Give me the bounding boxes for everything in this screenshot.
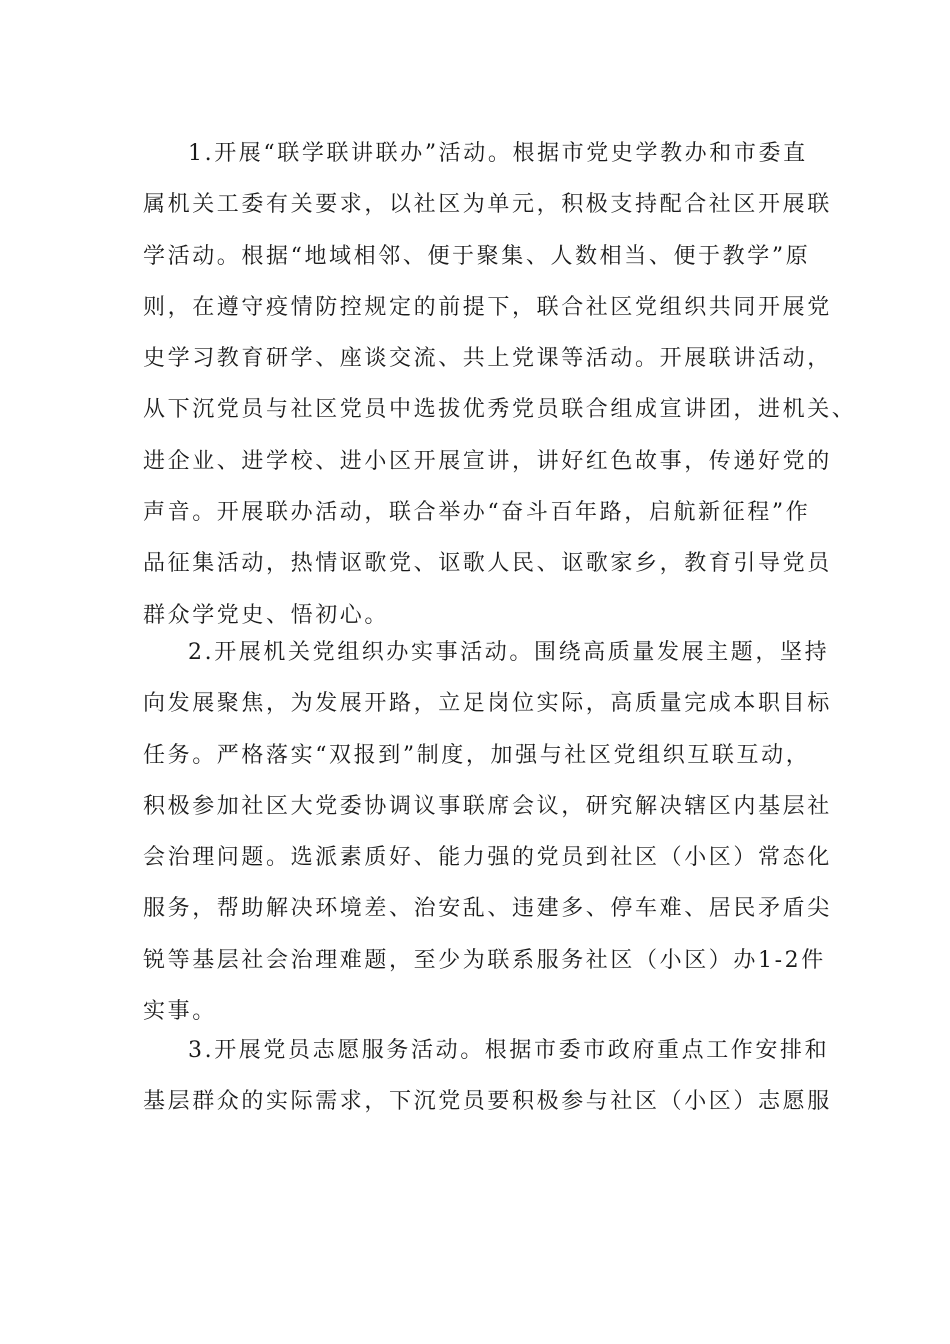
text-line: 锐等基层社会治理难题，至少为联系服务社区（小区）办1-2件 [143, 947, 826, 973]
text-line: 学活动。根据“地域相邻、便于聚集、人数相当、便于教学”原 [143, 243, 811, 269]
text-line: 史学习教育研学、座谈交流、共上党课等活动。开展联讲活动， [143, 346, 832, 372]
paragraph-2 [143, 627, 832, 1037]
text-line: 群众学党史、悟初心。 [143, 602, 390, 628]
text-line: 基层群众的实际需求，下沉党员要积极参与社区（小区）志愿服 [143, 1089, 832, 1115]
text-line: 则，在遵守疫情防控规定的前提下，联合社区党组织共同开展党 [143, 294, 832, 320]
text-line: 服务，帮助解决环境差、治安乱、违建多、停车难、居民矛盾尖 [143, 896, 832, 922]
text-line: 品征集活动，热情讴歌党、讴歌人民、讴歌家乡，教育引导党员 [143, 551, 832, 577]
text-line: 从下沉党员与社区党员中选拔优秀党员联合组成宣讲团，进机关、 [143, 397, 857, 423]
text-line: 1.开展“联学联讲联办”活动。根据市党史学教办和市委直 [188, 141, 808, 166]
text-line: 会治理问题。选派素质好、能力强的党员到社区（小区）常态化 [143, 845, 832, 871]
text-line: 实事。 [143, 999, 217, 1025]
text-line: 3.开展党员志愿服务活动。根据市委市政府重点工作安排和 [188, 1038, 830, 1063]
text-line: 属机关工委有关要求，以社区为单元，积极支持配合社区开展联 [143, 192, 832, 218]
text-line: 向发展聚焦，为发展开路，立足岗位实际，高质量完成本职目标 [143, 691, 832, 717]
text-line: 进企业、进学校、进小区开展宣讲，讲好红色故事，传递好党的 [143, 448, 832, 474]
text-line: 声音。开展联办活动，联合举办“奋斗百年路，启航新征程”作 [143, 500, 811, 526]
text-line: 任务。严格落实“双报到”制度，加强与社区党组织互联互动， [143, 742, 811, 768]
paragraph-3 [143, 1025, 832, 1128]
paragraph-1 [143, 128, 857, 641]
text-line: 2.开展机关党组织办实事活动。围绕高质量发展主题，坚持 [188, 640, 830, 665]
text-line: 积极参加社区大党委协调议事联席会议，研究解决辖区内基层社 [143, 793, 832, 819]
